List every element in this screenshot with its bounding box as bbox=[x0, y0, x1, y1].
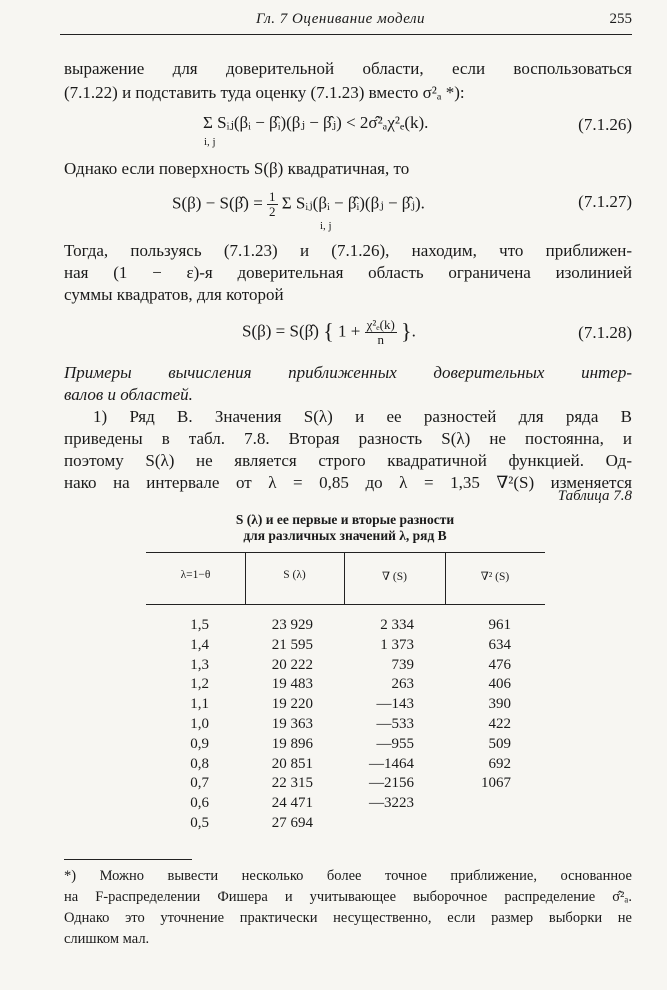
paragraph-line: валов и областей. bbox=[64, 385, 193, 404]
table-cell: 1067 bbox=[481, 775, 511, 792]
table-cell: 0,7 bbox=[190, 775, 209, 792]
table-cell: 20 222 bbox=[271, 656, 313, 673]
paragraph-line: выражение для доверительной области, если воспользоваться bbox=[64, 59, 632, 78]
table-cell: —533 bbox=[376, 715, 414, 732]
table-cell: —2156 bbox=[369, 775, 414, 792]
table-cell: 0,5 bbox=[190, 814, 209, 831]
table-cell: —3223 bbox=[369, 795, 414, 812]
paragraph-line: Примеры вычисления приближенных доверительных интер- bbox=[64, 363, 632, 382]
table-cell: 1,0 bbox=[190, 715, 209, 732]
table-cell: 1,1 bbox=[190, 696, 209, 713]
table-cell: 509 bbox=[488, 735, 511, 752]
table-cell: 24 471 bbox=[271, 795, 313, 812]
equation-7-1-26: Σ Sᵢⱼ(βᵢ − β̂ᵢ)(βⱼ − β̂ⱼ) < 2σ̂²ₐχ²ₑ(k). bbox=[203, 113, 429, 132]
table-title: S (λ) и ее первые и вторые разности bbox=[235, 512, 455, 527]
column-header-first-diff: ∇ (S) bbox=[382, 571, 407, 583]
table-header-rule bbox=[146, 604, 545, 605]
table-cell: 19 896 bbox=[271, 735, 313, 752]
table-cell: 2 334 bbox=[380, 617, 414, 633]
fraction: $\frac{1}{2}$ bbox=[269, 189, 276, 219]
column-s bbox=[261, 616, 313, 834]
paragraph-line: ная (1 − ε)-я доверительная область ограничена изолинией bbox=[64, 263, 632, 282]
paragraph-line: Однако если поверхность S(β) квадратичная, то bbox=[64, 159, 410, 178]
table-cell: 27 694 bbox=[271, 814, 313, 831]
table-cell: 1,5 bbox=[190, 617, 209, 633]
footnote-line: на F-распределении Фишера и учитывающее выборочное распределение σ̂²ₐ. bbox=[64, 889, 632, 905]
column-lambda bbox=[176, 616, 209, 834]
table-cell: —143 bbox=[376, 696, 414, 713]
column-header-lambda: λ=1−θ bbox=[180, 569, 211, 581]
equation-number: (7.1.27) bbox=[578, 192, 632, 211]
paragraph-line: суммы квадратов, для которой bbox=[64, 285, 284, 304]
table-cell: 692 bbox=[488, 755, 511, 772]
table-cell: 406 bbox=[488, 676, 511, 693]
table-cell: 390 bbox=[488, 696, 511, 713]
equation-7-1-27: S(β) − S(β̂) = $\frac{1}{2}$ Σ Sᵢⱼ(βᵢ − β̂ᵢ)(βⱼ − β̂ⱼ). bbox=[172, 189, 425, 219]
table-cell: —955 bbox=[376, 735, 414, 752]
equation-7-1-28: S(β) = S(β̂) { 1 + $\frac{\text{χ²ₑ(k)}}{n}$ }. bbox=[242, 317, 416, 347]
equation-subscript: i, j bbox=[320, 220, 332, 232]
table-cell: 739 bbox=[391, 656, 414, 673]
equation-subscript: i, j bbox=[204, 136, 216, 148]
table-cell: 23 929 bbox=[271, 617, 313, 633]
table-cell bbox=[471, 814, 511, 834]
table-cell: 634 bbox=[488, 636, 511, 653]
table-cell bbox=[364, 814, 414, 834]
equation-number: (7.1.28) bbox=[578, 323, 632, 342]
paragraph-line: (7.1.22) и подставить туда оценку (7.1.23) вместо σ²ₐ *): bbox=[64, 83, 465, 102]
paragraph-line: поэтому S(λ) не является строго квадратичной функцией. Од- bbox=[64, 451, 632, 470]
table-cell: 19 363 bbox=[271, 715, 313, 732]
footnote-line: Однако это уточнение практически несущественно, если размер выборки не bbox=[64, 910, 632, 926]
table-top-rule bbox=[146, 552, 545, 553]
table-cell: 0,6 bbox=[190, 795, 209, 812]
paragraph-line: Тогда, пользуясь (7.1.23) и (7.1.26), находим, что приближен- bbox=[64, 241, 632, 260]
paragraph-line: 1) Ряд B. Значения S(λ) и ее разностей для ряда B bbox=[93, 407, 632, 426]
paragraph-line: приведены в табл. 7.8. Вторая разность S(λ) не постоянна, и bbox=[64, 429, 632, 448]
table-cell: —1464 bbox=[369, 755, 414, 772]
table-cell: 263 bbox=[391, 676, 414, 693]
table-cell: 19 483 bbox=[271, 676, 313, 693]
table-cell: 19 220 bbox=[271, 696, 313, 713]
table-cell: 0,9 bbox=[190, 735, 209, 752]
table-cell: 1,4 bbox=[190, 636, 209, 653]
table-cell: 422 bbox=[488, 715, 511, 732]
table-cell: 21 595 bbox=[271, 636, 313, 653]
table-cell bbox=[471, 794, 511, 814]
fraction: $\frac{\text{χ²ₑ(k)}}{n}$ bbox=[366, 317, 395, 347]
table-cell: 961 bbox=[488, 617, 511, 633]
paragraph-line: нако на интервале от λ = 0,85 до λ = 1,35 ∇²(S) изменяется bbox=[64, 473, 632, 492]
footnote-line: *) Можно вывести несколько более точное приближение, основанное bbox=[64, 868, 632, 884]
chapter-title: Гл. 7 Оценивание модели bbox=[256, 11, 426, 27]
table-cell: 20 851 bbox=[271, 755, 313, 772]
table-label: Таблица 7.8 bbox=[557, 488, 632, 504]
equation-number: (7.1.26) bbox=[578, 115, 632, 134]
table-cell: 1 373 bbox=[380, 636, 414, 653]
footnote-line: слишком мал. bbox=[64, 931, 150, 947]
column-header-second-diff: ∇² (S) bbox=[480, 571, 510, 583]
column-first-diff bbox=[364, 616, 414, 834]
table-cell: 1,3 bbox=[190, 656, 209, 673]
page-number: 255 bbox=[609, 11, 632, 27]
table-cell: 0,8 bbox=[190, 755, 209, 772]
running-header bbox=[60, 8, 632, 35]
table-cell: 1,2 bbox=[190, 676, 209, 693]
column-header-s: S (λ) bbox=[283, 569, 306, 581]
column-second-diff bbox=[471, 616, 511, 834]
table-cell: 476 bbox=[488, 656, 511, 673]
table-cell: 22 315 bbox=[271, 775, 313, 792]
footnote-rule bbox=[64, 859, 192, 860]
table-title: для различных значений λ, ряд B bbox=[243, 528, 447, 543]
